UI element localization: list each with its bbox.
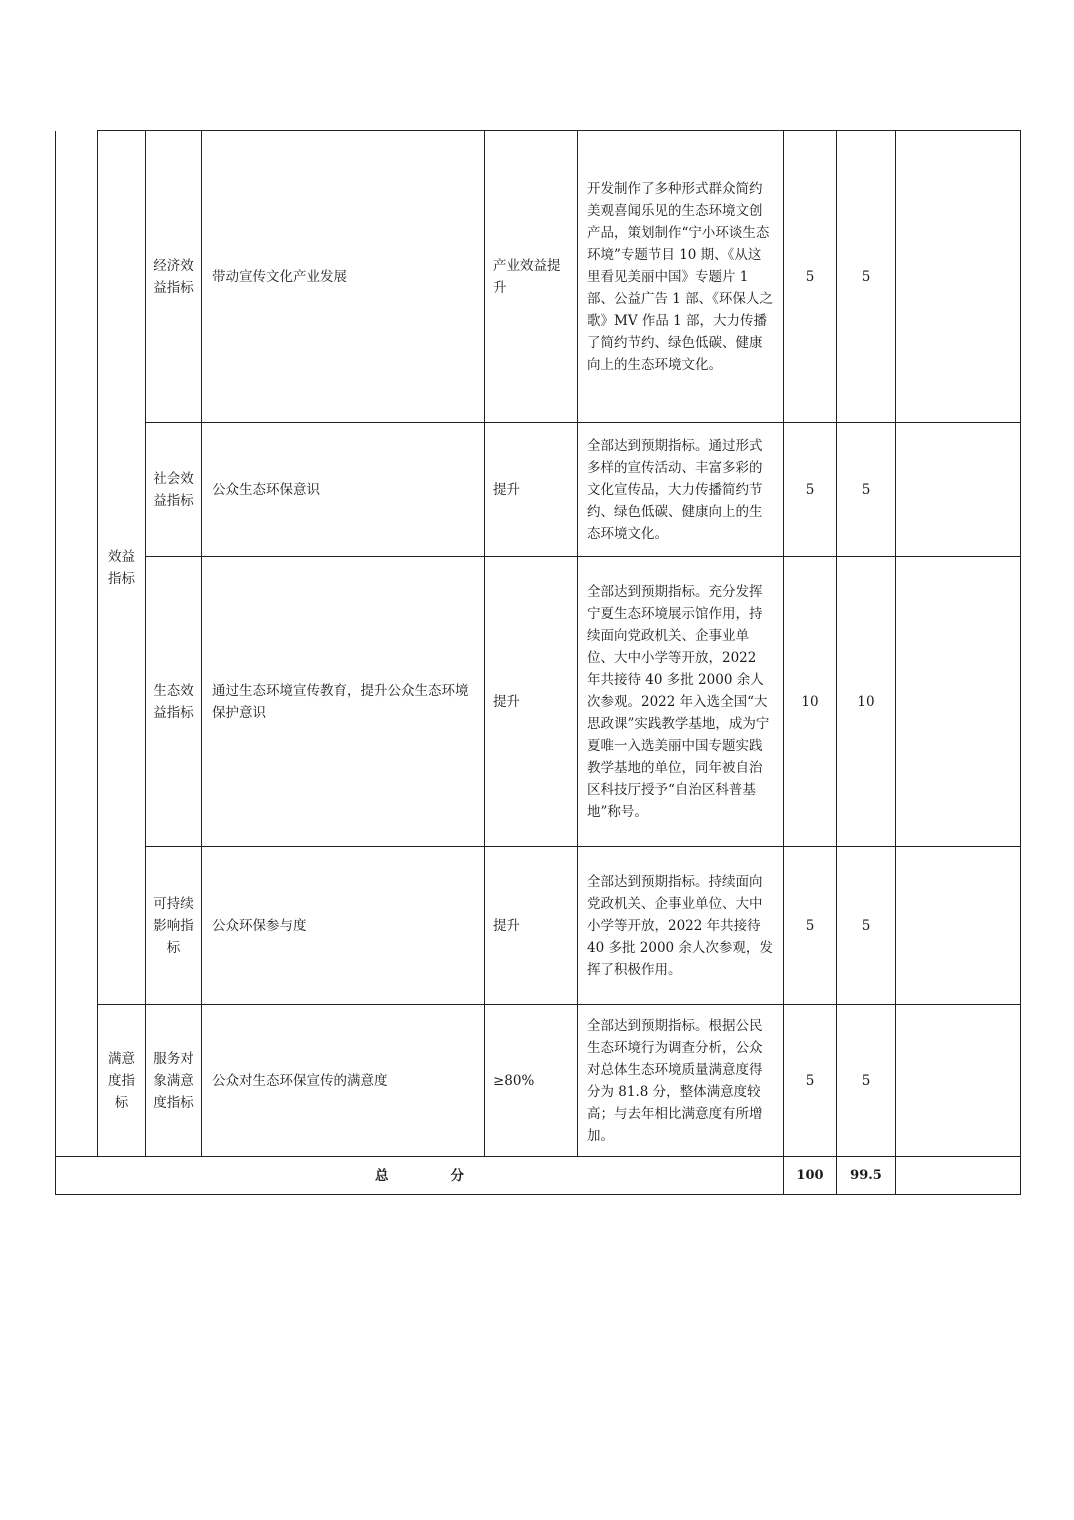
weight-value: 10 — [784, 557, 837, 847]
indicator-name: 通过生态环境宣传教育，提升公众生态环境保护意识 — [202, 557, 485, 847]
actual-completion: 全部达到预期指标。持续面向党政机关、企事业单位、大中小学等开放，2022 年共接待 40 多批 2000 余人次参观，发挥了积极作用。 — [578, 847, 784, 1005]
level1-indicator-satisfaction: 满意度指标 — [98, 1005, 146, 1157]
annual-target: ≥80% — [485, 1005, 578, 1157]
indicator-name: 公众生态环保意识 — [202, 423, 485, 557]
table-row — [56, 847, 1021, 1005]
annual-target: 提升 — [485, 423, 578, 557]
weight-value: 5 — [784, 423, 837, 557]
performance-evaluation-table — [55, 130, 1021, 1195]
level2-indicator: 生态效益指标 — [146, 557, 202, 847]
level0-blank-cell — [56, 131, 98, 1157]
total-weight: 100 — [784, 1157, 837, 1195]
indicator-name: 公众对生态环保宣传的满意度 — [202, 1005, 485, 1157]
total-row — [56, 1157, 1021, 1195]
actual-completion: 全部达到预期指标。根据公民生态环境行为调查分析，公众对总体生态环境质量满意度得分为 81.8 分，整体满意度较高；与去年相比满意度有所增加。 — [578, 1005, 784, 1157]
note-cell — [896, 847, 1021, 1005]
score-value: 5 — [837, 131, 896, 423]
weight-value: 5 — [784, 1005, 837, 1157]
annual-target: 提升 — [485, 557, 578, 847]
note-cell — [896, 557, 1021, 847]
table-row — [56, 131, 1021, 423]
actual-completion: 开发制作了多种形式群众简约美观喜闻乐见的生态环境文创产品，策划制作“宁小环谈生态环境”专题节目 10 期、《从这里看见美丽中国》专题片 1 部、公益广告 1 部、《环保人之歌》MV 作品 1 部，大力传播了简约节约、绿色低碳、健康向上的生态环境文化。 — [578, 131, 784, 423]
table-row — [56, 423, 1021, 557]
table-row — [56, 1005, 1021, 1157]
annual-target: 产业效益提升 — [485, 131, 578, 423]
score-value: 5 — [837, 847, 896, 1005]
indicator-name: 带动宣传文化产业发展 — [202, 131, 485, 423]
note-cell — [896, 131, 1021, 423]
total-label-part-2: 分 — [450, 1167, 464, 1184]
weight-value: 5 — [784, 131, 837, 423]
actual-completion: 全部达到预期指标。通过形式多样的宣传活动、丰富多彩的文化宣传品，大力传播简约节约、绿色低碳、健康向上的生态环境文化。 — [578, 423, 784, 557]
level1-indicator-benefit: 效益指标 — [98, 131, 146, 1005]
level2-indicator: 可持续影响指标 — [146, 847, 202, 1005]
total-score: 99.5 — [837, 1157, 896, 1195]
score-value: 10 — [837, 557, 896, 847]
total-label-part-1: 总 — [375, 1167, 389, 1184]
note-cell — [896, 423, 1021, 557]
weight-value: 5 — [784, 847, 837, 1005]
level2-indicator: 经济效益指标 — [146, 131, 202, 423]
note-cell — [896, 1005, 1021, 1157]
score-value: 5 — [837, 423, 896, 557]
level2-indicator: 服务对象满意度指标 — [146, 1005, 202, 1157]
total-label — [56, 1157, 784, 1195]
level2-indicator: 社会效益指标 — [146, 423, 202, 557]
total-note-cell — [896, 1157, 1021, 1195]
score-value: 5 — [837, 1005, 896, 1157]
actual-completion: 全部达到预期指标。充分发挥宁夏生态环境展示馆作用，持续面向党政机关、企事业单位、大中小学等开放，2022 年共接待 40 多批 2000 余人次参观。2022 年入选全国“大思政课”实践教学基地，成为宁夏唯一入选美丽中国专题实践教学基地的单位，同年被自治区科技厅授予“自治区科普基地”称号。 — [578, 557, 784, 847]
indicator-name: 公众环保参与度 — [202, 847, 485, 1005]
table-row — [56, 557, 1021, 847]
annual-target: 提升 — [485, 847, 578, 1005]
